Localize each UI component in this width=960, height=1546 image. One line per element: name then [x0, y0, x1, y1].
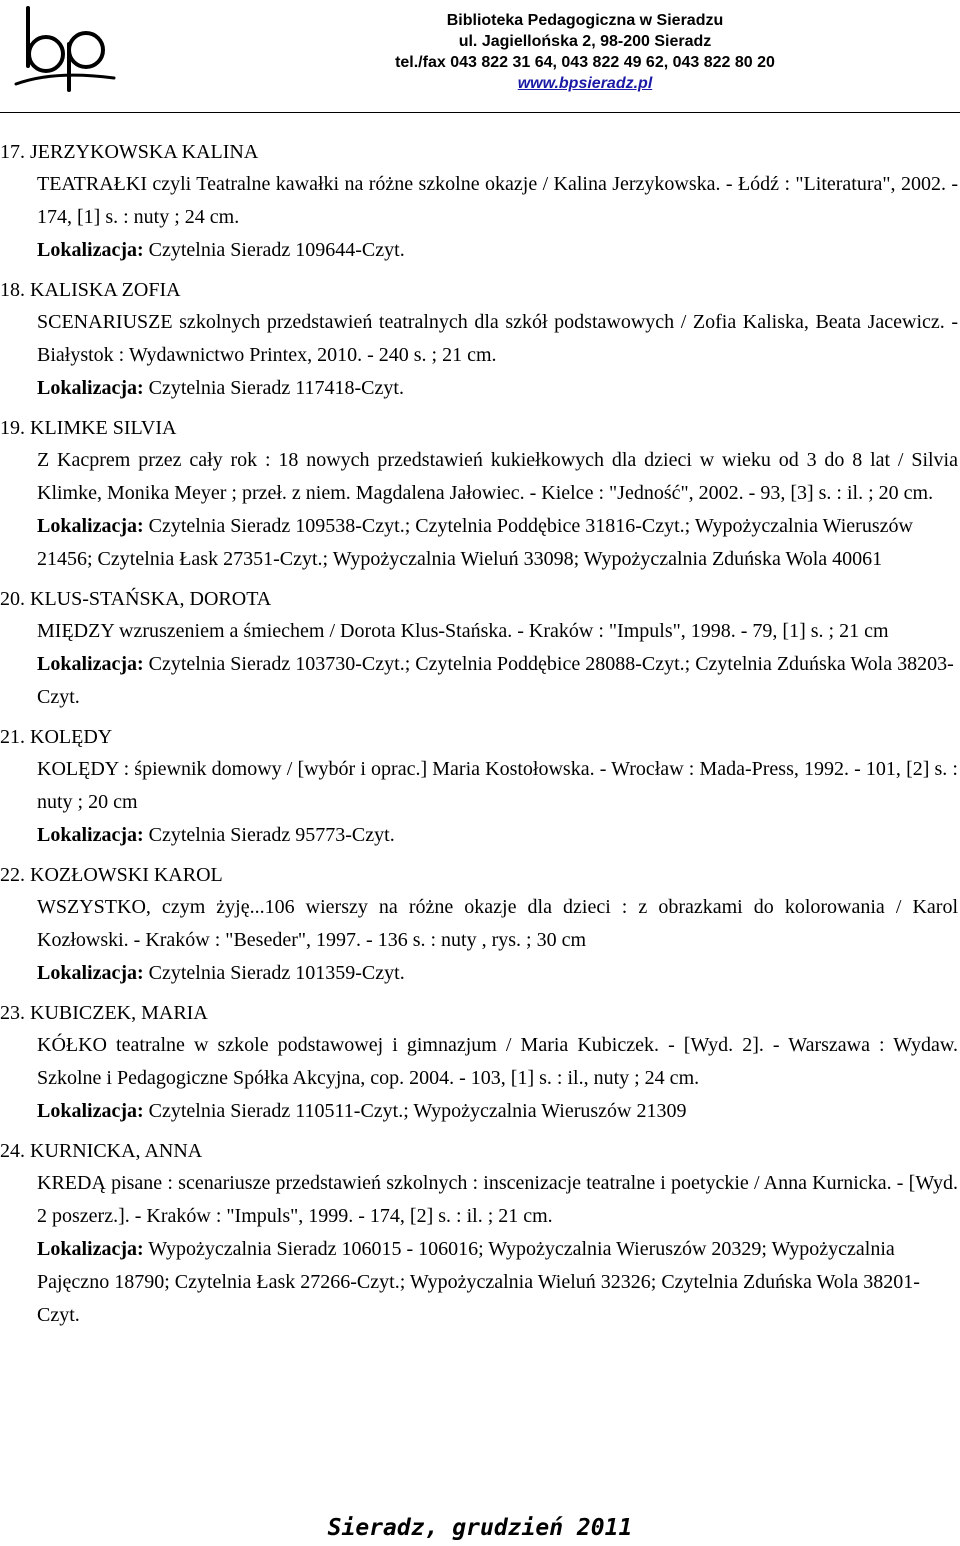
location-label: Lokalizacja:	[37, 824, 144, 846]
entry-heading	[0, 136, 960, 168]
entry-location	[37, 1095, 958, 1128]
location-value: Czytelnia Sieradz 109644-Czyt.	[148, 239, 405, 261]
location-label: Lokalizacja:	[37, 515, 144, 537]
entry-location	[37, 957, 958, 990]
entry-location	[37, 372, 958, 405]
entry-author: KOZŁOWSKI KAROL	[30, 864, 223, 886]
entry-location	[37, 234, 958, 267]
entry-body	[0, 1029, 960, 1128]
bibliography-entry	[0, 721, 960, 852]
entry-heading	[0, 859, 960, 891]
entry-description: KOLĘDY : śpiewnik domowy / [wybór i oprac.] Maria Kostołowska. - Wrocław : Mada-Press, 1992. - 101, [2] s. : nuty ; 20 cm	[37, 758, 958, 813]
entry-heading	[0, 1135, 960, 1167]
entry-number: 23.	[0, 1002, 25, 1024]
library-name: Biblioteka Pedagogiczna w Sieradzu	[446, 12, 724, 29]
entry-body	[0, 891, 960, 990]
entry-description: SCENARIUSZE szkolnych przedstawień teatralnych dla szkół podstawowych / Zofia Kaliska, Beata Jacewicz. - Białystok : Wydawnictwo Printex, 2010. - 240 s. ; 21 cm.	[37, 311, 958, 366]
entry-author: KOLĘDY	[30, 726, 113, 748]
entry-description: Z Kacprem przez cały rok : 18 nowych przedstawień kukiełkowych dla dzieci w wieku od 3 do 8 lat / Silvia Klimke, Monika Meyer ; przeł. z niem. Magdalena Jałowiec. - Kielce : "Jedność", 2002. - 93, [3] s. : il. ; 20 cm.	[37, 449, 958, 504]
entry-author: KUBICZEK, MARIA	[30, 1002, 208, 1024]
page-footer: Sieradz, grudzień 2011	[327, 1515, 633, 1541]
entry-description: MIĘDZY wzruszeniem a śmiechem / Dorota Klus-Stańska. - Kraków : "Impuls", 1998. - 79, [1] s. ; 21 cm	[37, 620, 889, 642]
location-value: Czytelnia Sieradz 95773-Czyt.	[148, 824, 395, 846]
entry-heading	[0, 412, 960, 444]
location-value: Czytelnia Sieradz 109538-Czyt.; Czytelnia Poddębice 31816-Czyt.; Wypożyczalnia Wieruszów 21456; Czytelnia Łask 27351-Czyt.; Wypożyczalnia Wieluń 33098; Wypożyczalnia Zduńska Wola 40061	[37, 515, 913, 570]
location-label: Lokalizacja:	[37, 239, 144, 261]
entry-number: 19.	[0, 417, 25, 439]
page-header	[0, 0, 960, 118]
entry-location	[37, 1233, 958, 1332]
library-contact-block	[262, 10, 908, 94]
entry-author: KURNICKA, ANNA	[30, 1140, 203, 1162]
entry-body	[0, 168, 960, 267]
entry-heading	[0, 997, 960, 1029]
header-divider	[0, 112, 960, 113]
entry-number: 18.	[0, 279, 25, 301]
entry-description: WSZYSTKO, czym żyję...106 wierszy na różne okazje dla dzieci : z obrazkami do kolorowania / Karol Kozłowski. - Kraków : "Beseder", 1997. - 136 s. : nuty , rys. ; 30 cm	[37, 896, 958, 951]
entry-author: JERZYKOWSKA KALINA	[30, 141, 259, 163]
entry-description: KÓŁKO teatralne w szkole podstawowej i gimnazjum / Maria Kubiczek. - [Wyd. 2]. - Warszawa : Wydaw. Szkolne i Pedagogiczne Spółka Akcyjna, cop. 2004. - 103, [1] s. : il., nuty ; 24 cm.	[37, 1034, 958, 1089]
location-value: Czytelnia Sieradz 117418-Czyt.	[148, 377, 404, 399]
entry-number: 21.	[0, 726, 25, 748]
bibliography-entry	[0, 1135, 960, 1332]
entry-heading	[0, 274, 960, 306]
entry-number: 20.	[0, 588, 25, 610]
bibliography-entry	[0, 412, 960, 576]
library-website-link[interactable]: www.bpsieradz.pl	[517, 75, 653, 92]
entry-heading	[0, 721, 960, 753]
bibliography-entry	[0, 583, 960, 714]
location-value: Czytelnia Sieradz 103730-Czyt.; Czytelnia Poddębice 28088-Czyt.; Czytelnia Zduńska Wola 38203-Czyt.	[37, 653, 954, 708]
entry-heading	[0, 583, 960, 615]
entry-author: KALISKA ZOFIA	[30, 279, 181, 301]
location-label: Lokalizacja:	[37, 377, 144, 399]
bibliography-entry	[0, 274, 960, 405]
entry-location	[37, 819, 958, 852]
entry-description: TEATRAŁKI czyli Teatralne kawałki na różne szkolne okazje / Kalina Jerzykowska. - Łódź : "Literatura", 2002. - 174, [1] s. : nuty ; 24 cm.	[37, 173, 958, 228]
bibliography-entry	[0, 136, 960, 267]
library-phone: tel./fax 043 822 31 64, 043 822 49 62, 043 822 80 20	[395, 54, 775, 71]
entry-description: KREDĄ pisane : scenariusze przedstawień szkolnych : inscenizacje teatralne i poetyckie / Anna Kurnicka. - [Wyd. 2 poszerz.]. - Kraków : "Impuls", 1999. - 174, [2] s. : il. ; 21 cm.	[37, 1172, 958, 1227]
entry-body	[0, 753, 960, 852]
location-label: Lokalizacja:	[37, 1238, 144, 1260]
entry-number: 24.	[0, 1140, 25, 1162]
entry-body	[0, 615, 960, 714]
entry-number: 22.	[0, 864, 25, 886]
entry-number: 17.	[0, 141, 25, 163]
bibliography-entry	[0, 997, 960, 1128]
location-value: Wypożyczalnia Sieradz 106015 - 106016; Wypożyczalnia Wieruszów 20329; Wypożyczalnia Pajęczno 18790; Czytelnia Łask 27266-Czyt.; Wypożyczalnia Wieluń 32326; Czytelnia Zduńska Wola 38201-Czyt.	[37, 1238, 920, 1326]
location-label: Lokalizacja:	[37, 1100, 144, 1122]
entry-author: KLUS-STAŃSKA, DOROTA	[30, 588, 272, 610]
entry-body	[0, 1167, 960, 1332]
location-label: Lokalizacja:	[37, 962, 144, 984]
library-logo	[14, 4, 118, 94]
location-value: Czytelnia Sieradz 110511-Czyt.; Wypożyczalnia Wieruszów 21309	[148, 1100, 687, 1122]
entry-location	[37, 510, 958, 576]
entry-body	[0, 444, 960, 576]
location-label: Lokalizacja:	[37, 653, 144, 675]
bibliography-entry	[0, 859, 960, 990]
entry-location	[37, 648, 958, 714]
bibliography-list	[0, 136, 960, 1339]
entry-body	[0, 306, 960, 405]
library-address: ul. Jagiellońska 2, 98-200 Sieradz	[458, 33, 712, 50]
location-value: Czytelnia Sieradz 101359-Czyt.	[148, 962, 405, 984]
entry-author: KLIMKE SILVIA	[30, 417, 177, 439]
